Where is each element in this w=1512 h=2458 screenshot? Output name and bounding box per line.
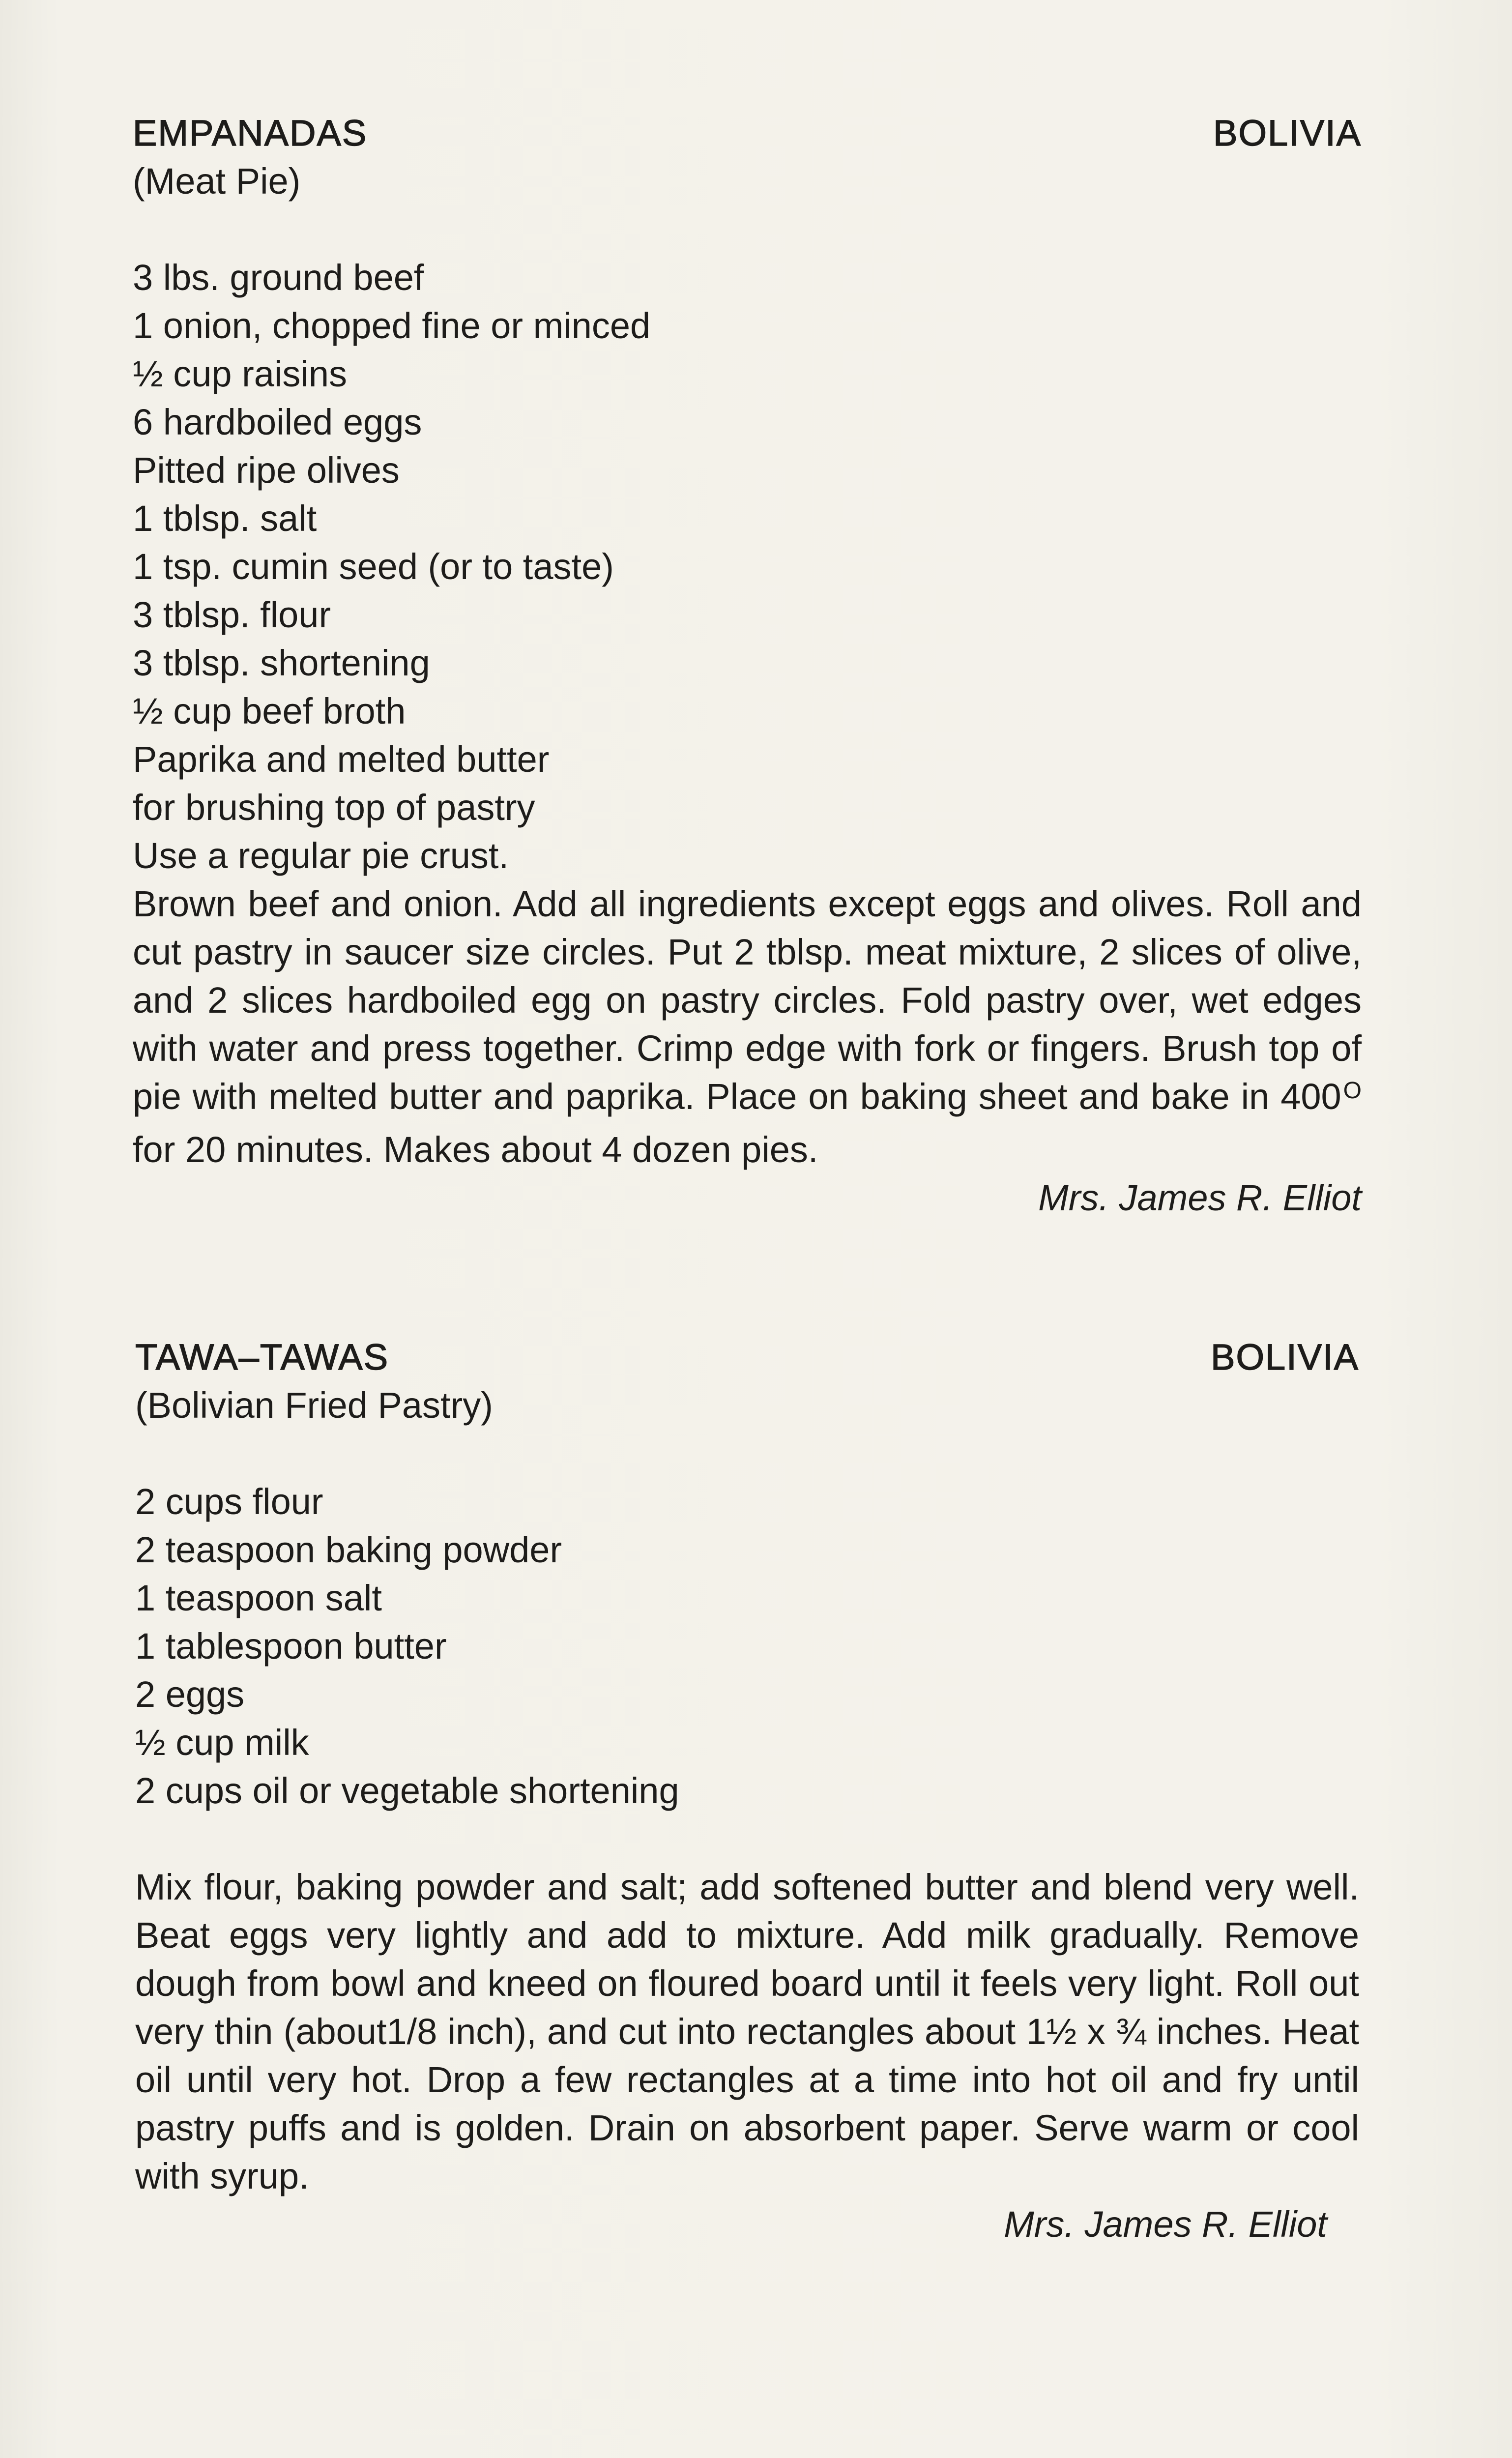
recipe-subtitle: (Bolivian Fried Pastry)	[135, 1385, 493, 1426]
ingredient-item: ½ cup beef broth	[133, 691, 406, 732]
recipe-header	[133, 109, 1362, 157]
ingredient-item: 2 cups flour	[135, 1481, 323, 1522]
recipe-credit: Mrs. James R. Elliot	[1004, 2204, 1327, 2245]
ingredient-item: 2 teaspoon baking powder	[135, 1529, 562, 1570]
ingredient-item: Use a regular pie crust.	[133, 835, 509, 876]
recipe-empanadas	[133, 109, 1362, 1222]
ingredient-list	[135, 1478, 1364, 1815]
recipe-directions: Mix flour, baking powder and salt; add softened butter and blend very well. Beat eggs very lightly and add to mixture. Add milk gradually. Remove dough from bowl and kneed on floured board until it feels very light. Roll out very thin (about1/8 inch), and cut into rectangles about 1½ x ¾ inches. Heat oil until very hot. Drop a few rectangles at a time into hot oil and fry until pastry puffs and is golden. Drain on absorbent paper. Serve warm or cool with syrup.	[135, 1867, 1359, 2196]
ingredient-item: Paprika and melted butter	[133, 739, 550, 780]
ingredient-item: 3 lbs. ground beef	[133, 257, 424, 298]
recipe-header	[135, 1333, 1364, 1381]
ingredient-item: 3 tblsp. shortening	[133, 643, 430, 683]
recipe-directions	[133, 880, 1362, 1174]
recipe-country: BOLIVIA	[1213, 113, 1362, 153]
ingredient-item: 2 cups oil or vegetable shortening	[135, 1770, 679, 1811]
ingredient-item: Pitted ripe olives	[133, 450, 400, 491]
recipe-title: EMPANADAS	[133, 113, 368, 153]
ingredient-item: 1 tablespoon butter	[135, 1626, 447, 1667]
ingredient-item: 1 tblsp. salt	[133, 498, 317, 539]
directions-text: Brown beef and onion. Add all ingredients except eggs and olives. Roll and cut pastry in saucer size circles. Put 2 tblsp. meat mixture, 2 slices of olive, and 2 slices hardboiled egg on pastry circles. Fold pastry over, wet edges with water and press together. Crimp edge with fork or fingers. Brush top of pie with melted butter and paprika. Place on baking sheet and bake in 400	[133, 883, 1362, 1117]
degree-symbol: O	[1343, 1078, 1362, 1104]
ingredient-item: 2 eggs	[135, 1674, 245, 1715]
recipe-country: BOLIVIA	[1211, 1337, 1359, 1377]
directions-text-end: for 20 minutes. Makes about 4 dozen pies.	[133, 1129, 818, 1170]
ingredient-item: 6 hardboiled eggs	[133, 402, 422, 442]
ingredient-item: 1 teaspoon salt	[135, 1578, 382, 1618]
ingredient-item: 3 tblsp. flour	[133, 594, 331, 635]
ingredient-item: 1 onion, chopped fine or minced	[133, 305, 651, 346]
ingredient-item: ½ cup milk	[135, 1722, 309, 1763]
ingredient-item: ½ cup raisins	[133, 353, 347, 394]
recipe-tawa-tawas	[135, 1333, 1364, 2249]
recipe-title: TAWA–TAWAS	[135, 1337, 389, 1377]
recipe-subtitle: (Meat Pie)	[133, 161, 301, 202]
recipe-credit: Mrs. James R. Elliot	[1038, 1177, 1362, 1218]
ingredient-list	[133, 254, 1362, 880]
ingredient-item: 1 tsp. cumin seed (or to taste)	[133, 546, 614, 587]
ingredient-item: for brushing top of pastry	[133, 787, 535, 828]
